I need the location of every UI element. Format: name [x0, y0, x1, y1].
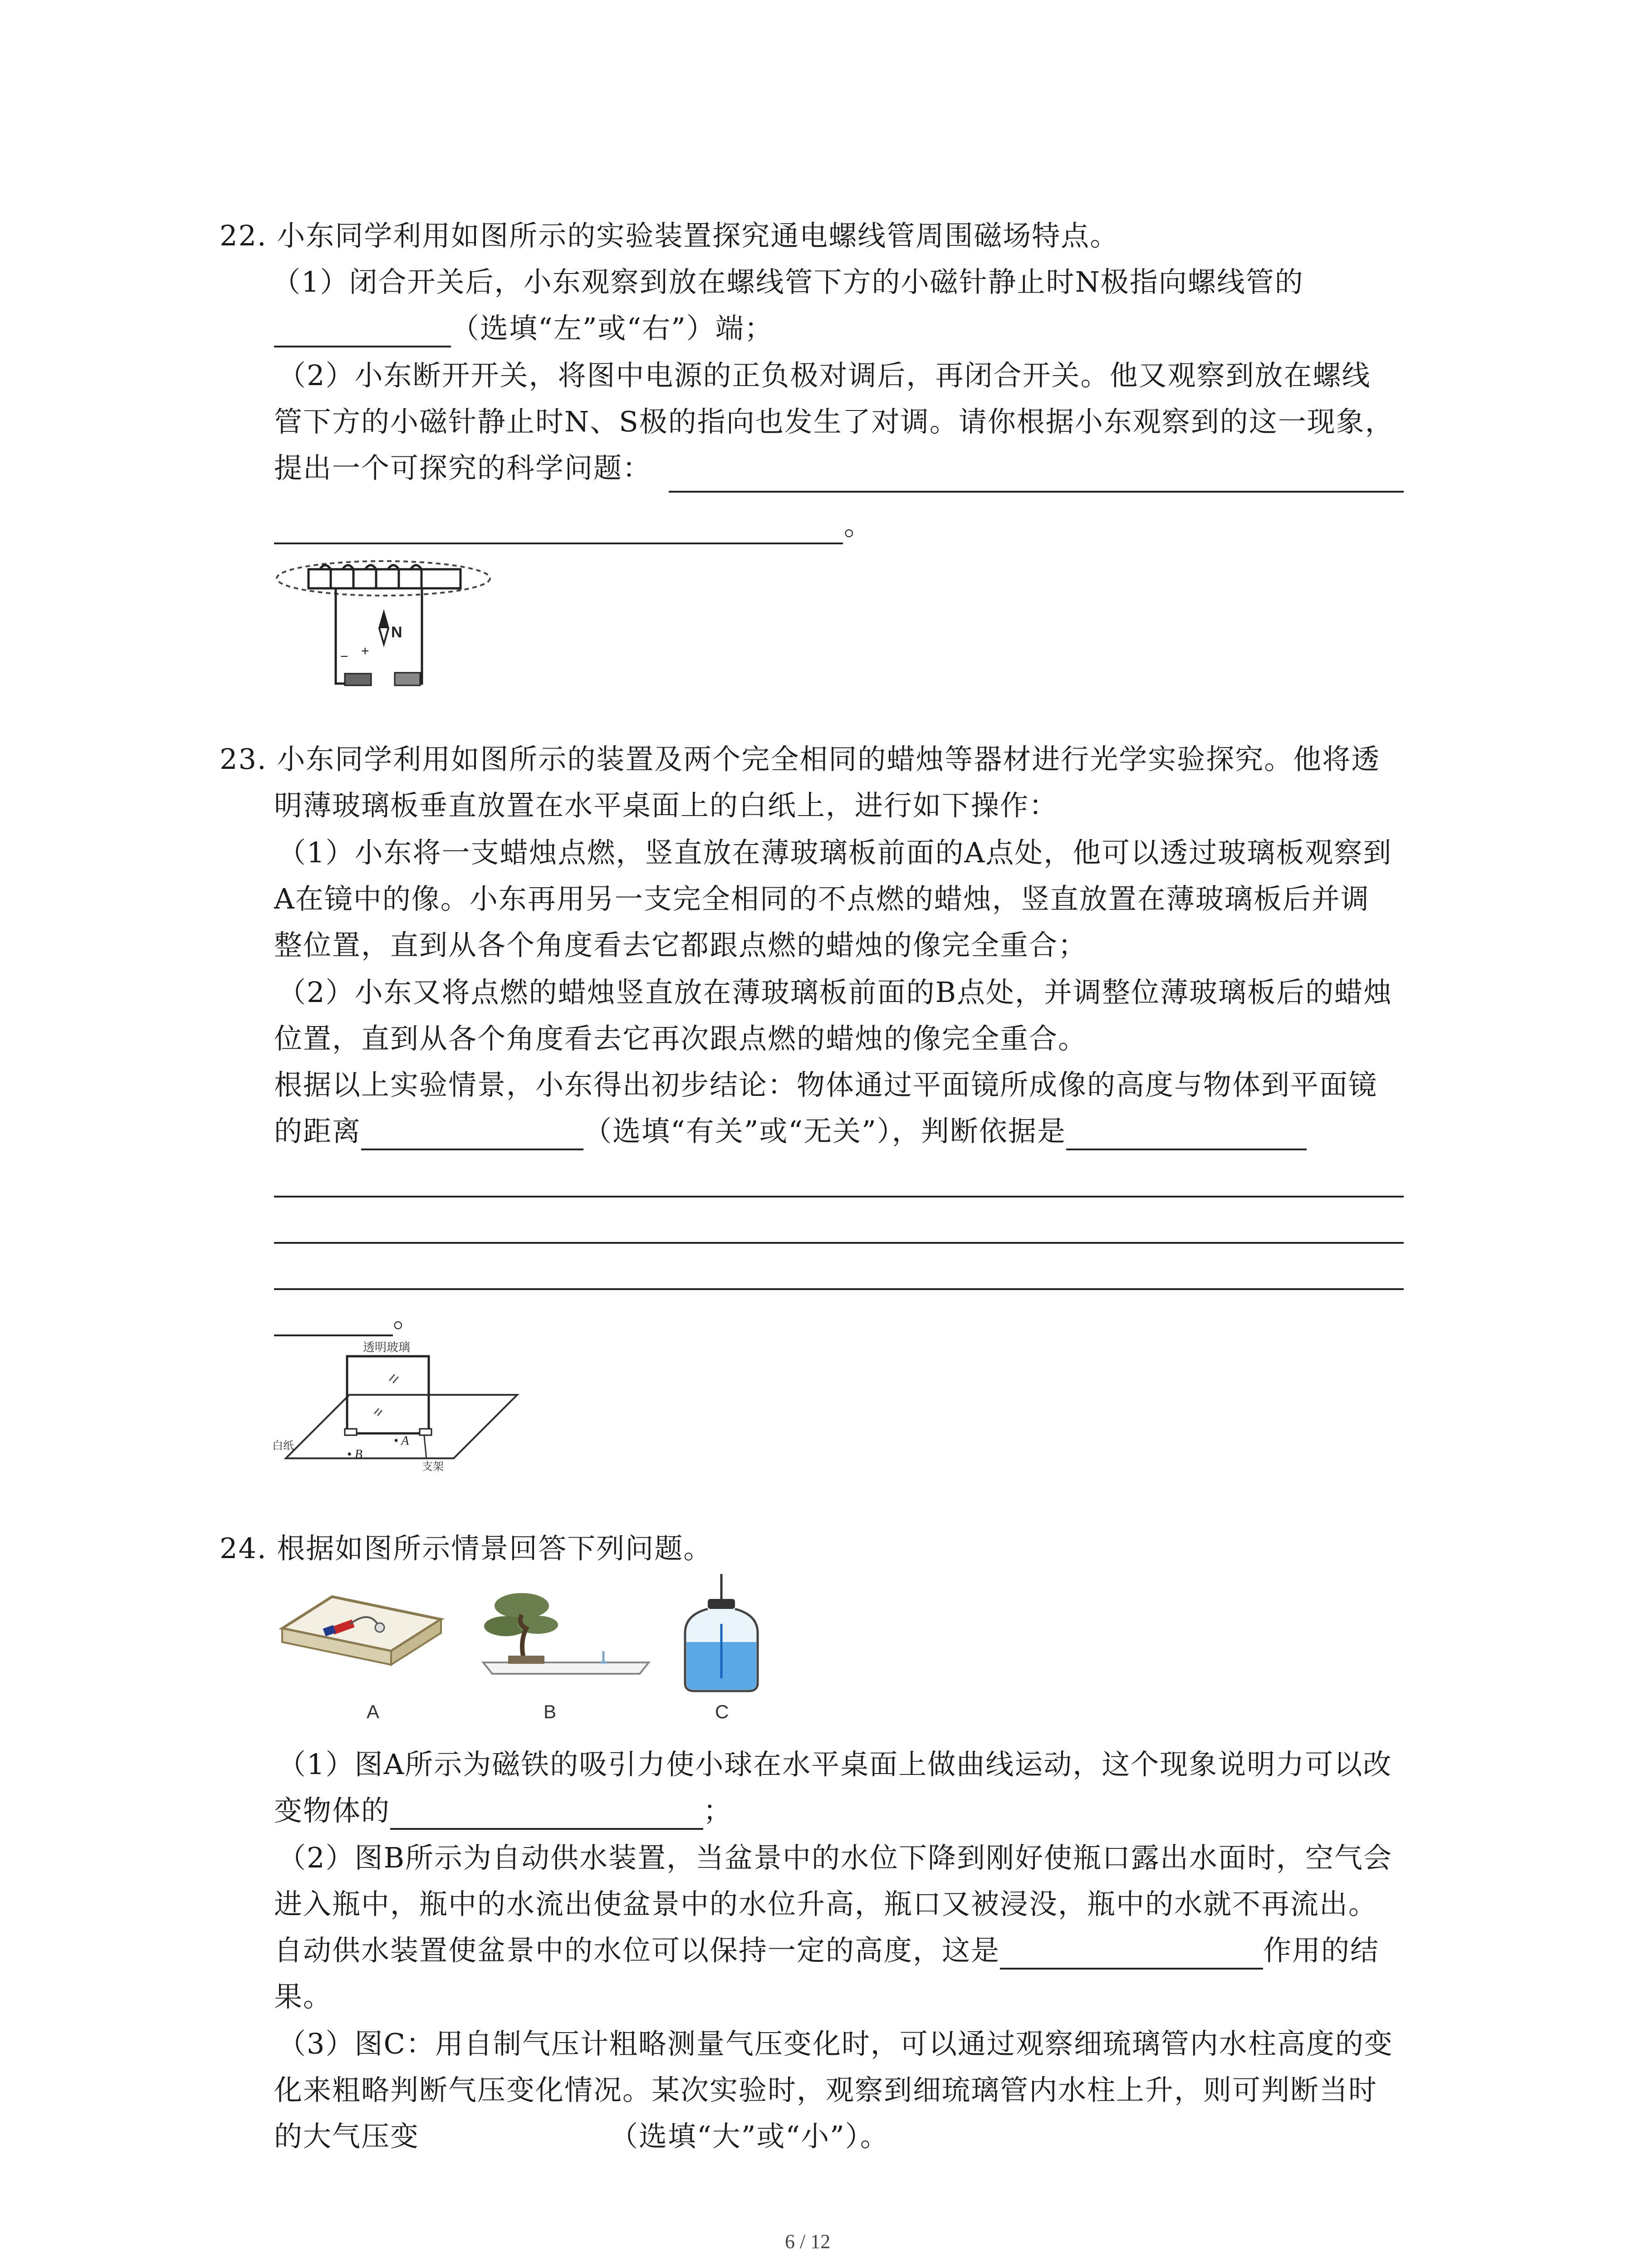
- q23-stem-line2: 明薄玻璃板垂直放置在水平桌面上的白纸上，进行如下操作：: [274, 789, 1058, 822]
- q23-answer-blank-2[interactable]: [1066, 1121, 1307, 1150]
- q24-part2-tail: 作用的结: [1263, 1934, 1380, 1967]
- q23-end-period: 。: [393, 1300, 422, 1334]
- q24-part1-semicolon: ；: [703, 1794, 733, 1827]
- q24-part1-line2: [274, 1792, 732, 1830]
- q23-part1-line1: （1）小东将一支蜡烛点燃，竖直放在薄玻璃板前面的A点处，他可以透过玻璃板观察到: [278, 836, 1392, 869]
- q23-glass-figure: [272, 1336, 526, 1472]
- q24-figure-c: [676, 1574, 767, 1696]
- point-a: • A: [394, 1434, 409, 1448]
- q24-part2-line2: 进入瓶中，瓶中的水流出使盆景中的水位升高，瓶口又被浸没，瓶中的水就不再流出。: [274, 1887, 1378, 1921]
- q22-part2-line2: 管下方的小磁针静止时N、S极的指向也发生了对调。请你根据小东观察到的这一现象，: [274, 405, 1394, 438]
- q22-part2-line3: 提出一个可探究的科学问题：: [274, 451, 652, 484]
- page-number: 6 / 12: [785, 2230, 831, 2253]
- q24-part3-line3: [274, 2117, 889, 2156]
- point-b: • B: [347, 1447, 362, 1461]
- glass-glare-icon: [389, 1374, 398, 1383]
- ball: [375, 1623, 384, 1632]
- stand-label: 支架: [422, 1461, 444, 1472]
- q24-figure-b: [481, 1583, 658, 1683]
- q24-part3-text: 的大气压变: [274, 2120, 420, 2153]
- figure-b-label: B: [544, 1701, 557, 1722]
- q22-part2-line1: （2）小东断开开关，将图中电源的正负极对调后，再闭合开关。他又观察到放在螺线: [278, 359, 1371, 392]
- q24-part1-line1: （1）图A所示为磁铁的吸引力使小球在水平桌面上做曲线运动，这个现象说明力可以改: [278, 1748, 1392, 1781]
- q24-part2-line1: （2）图B所示为自动供水装置，当盆景中的水位下降到刚好使瓶口露出水面时，空气会: [278, 1841, 1393, 1874]
- q24-answer-blank-1[interactable]: [390, 1801, 703, 1830]
- glass-label: 透明玻璃: [363, 1340, 411, 1354]
- compass-n-label: N: [391, 624, 402, 641]
- q24-part3-line1: （3）图C：用自制气压计粗略测量气压变化时，可以通过观察细琉璃管内水柱高度的变: [278, 2027, 1393, 2060]
- q22-answer-blank-1[interactable]: [274, 318, 451, 347]
- q22-answer-line-b[interactable]: [274, 543, 843, 544]
- q24-answer-blank-2[interactable]: [1000, 1941, 1263, 1970]
- q23-part2-line1: （2）小东又将点燃的蜡烛竖直放在薄玻璃板前面的B点处，并调整位薄玻璃板后的蜡烛: [278, 976, 1393, 1009]
- bonsai-tray: [483, 1662, 649, 1674]
- q23-answer-blank-1[interactable]: [361, 1121, 583, 1150]
- q23-answer-line-b[interactable]: [274, 1242, 1404, 1244]
- water-bottle-neck: [600, 1651, 607, 1662]
- q23-conclusion-line2: [274, 1112, 1307, 1150]
- soil: [508, 1656, 544, 1664]
- q23-conclusion-line1: 根据以上实验情景，小东得出初步结论：物体通过平面镜所成像的高度与物体到平面镜: [274, 1068, 1378, 1101]
- q24-part1-text: 变物体的: [274, 1794, 391, 1827]
- tree-foliage-top: [495, 1593, 549, 1618]
- q23-hint-text: （选填“有关”或“无关”），判断依据是: [583, 1114, 1066, 1148]
- q24-figure-a: [278, 1588, 446, 1683]
- q23-answer-line-c[interactable]: [274, 1288, 1404, 1290]
- q22-stem: 22. 小东同学利用如图所示的实验装置探究通电螺线管周围磁场特点。: [220, 219, 1119, 252]
- q23-stem-line1: 23. 小东同学利用如图所示的装置及两个完全相同的蜡烛等器材进行光学实验探究。他将透: [220, 743, 1381, 776]
- q23-distance-text: 的距离: [274, 1114, 362, 1148]
- switch: [395, 673, 420, 685]
- q24-stem: 24. 根据如图所示情景回答下列问题。: [220, 1532, 713, 1565]
- paper-label: 白纸: [272, 1440, 294, 1452]
- q22-part1-line1: （1）闭合开关后，小东观察到放在螺线管下方的小磁针静止时N极指向螺线管的: [272, 265, 1304, 298]
- battery-plus: +: [361, 644, 369, 659]
- q22-answer-line-a[interactable]: [669, 491, 1404, 493]
- battery-minus: −: [340, 649, 348, 664]
- wire-right: [402, 588, 422, 684]
- stand-left: [345, 1429, 357, 1435]
- figure-c-label: C: [715, 1701, 729, 1722]
- q22-part1-line2: [274, 309, 774, 347]
- q23-part1-line3: 整位置，直到从各个角度看去它都跟点燃的蜡烛的像完全重合；: [274, 929, 1087, 962]
- q23-part1-line2: A在镜中的像。小东再用另一支完全相同的不点燃的蜡烛，竖直放置在薄玻璃板后并调: [274, 882, 1370, 915]
- stand-right: [420, 1429, 431, 1435]
- q24-part3-line2: 化来粗略判断气压变化情况。某次实验时，观察到细琉璃管内水柱上升，则可判断当时: [274, 2073, 1378, 2107]
- battery: [345, 674, 371, 685]
- q24-part2-line3: [274, 1931, 1379, 1970]
- q24-part3-hint: （选填“大”或“小”）。: [610, 2120, 889, 2153]
- q22-part1-hint: （选填“左”或“右”）端；: [451, 312, 774, 345]
- figure-a-label: A: [367, 1701, 380, 1722]
- q22-end-period: 。: [844, 508, 873, 542]
- q22-solenoid-figure: [272, 551, 499, 696]
- wire-left: [336, 588, 370, 684]
- white-paper: [286, 1395, 517, 1458]
- q24-part2-text: 自动供水装置使盆景中的水位可以保持一定的高度，这是: [274, 1934, 1000, 1967]
- q23-part2-line2: 位置，直到从各个角度看去它再次跟点燃的蜡烛的像完全重合。: [274, 1022, 1087, 1055]
- q24-part2-line4: 果。: [274, 1980, 333, 2013]
- q23-answer-line-a[interactable]: [274, 1196, 1404, 1198]
- bottle-stopper: [708, 1599, 735, 1609]
